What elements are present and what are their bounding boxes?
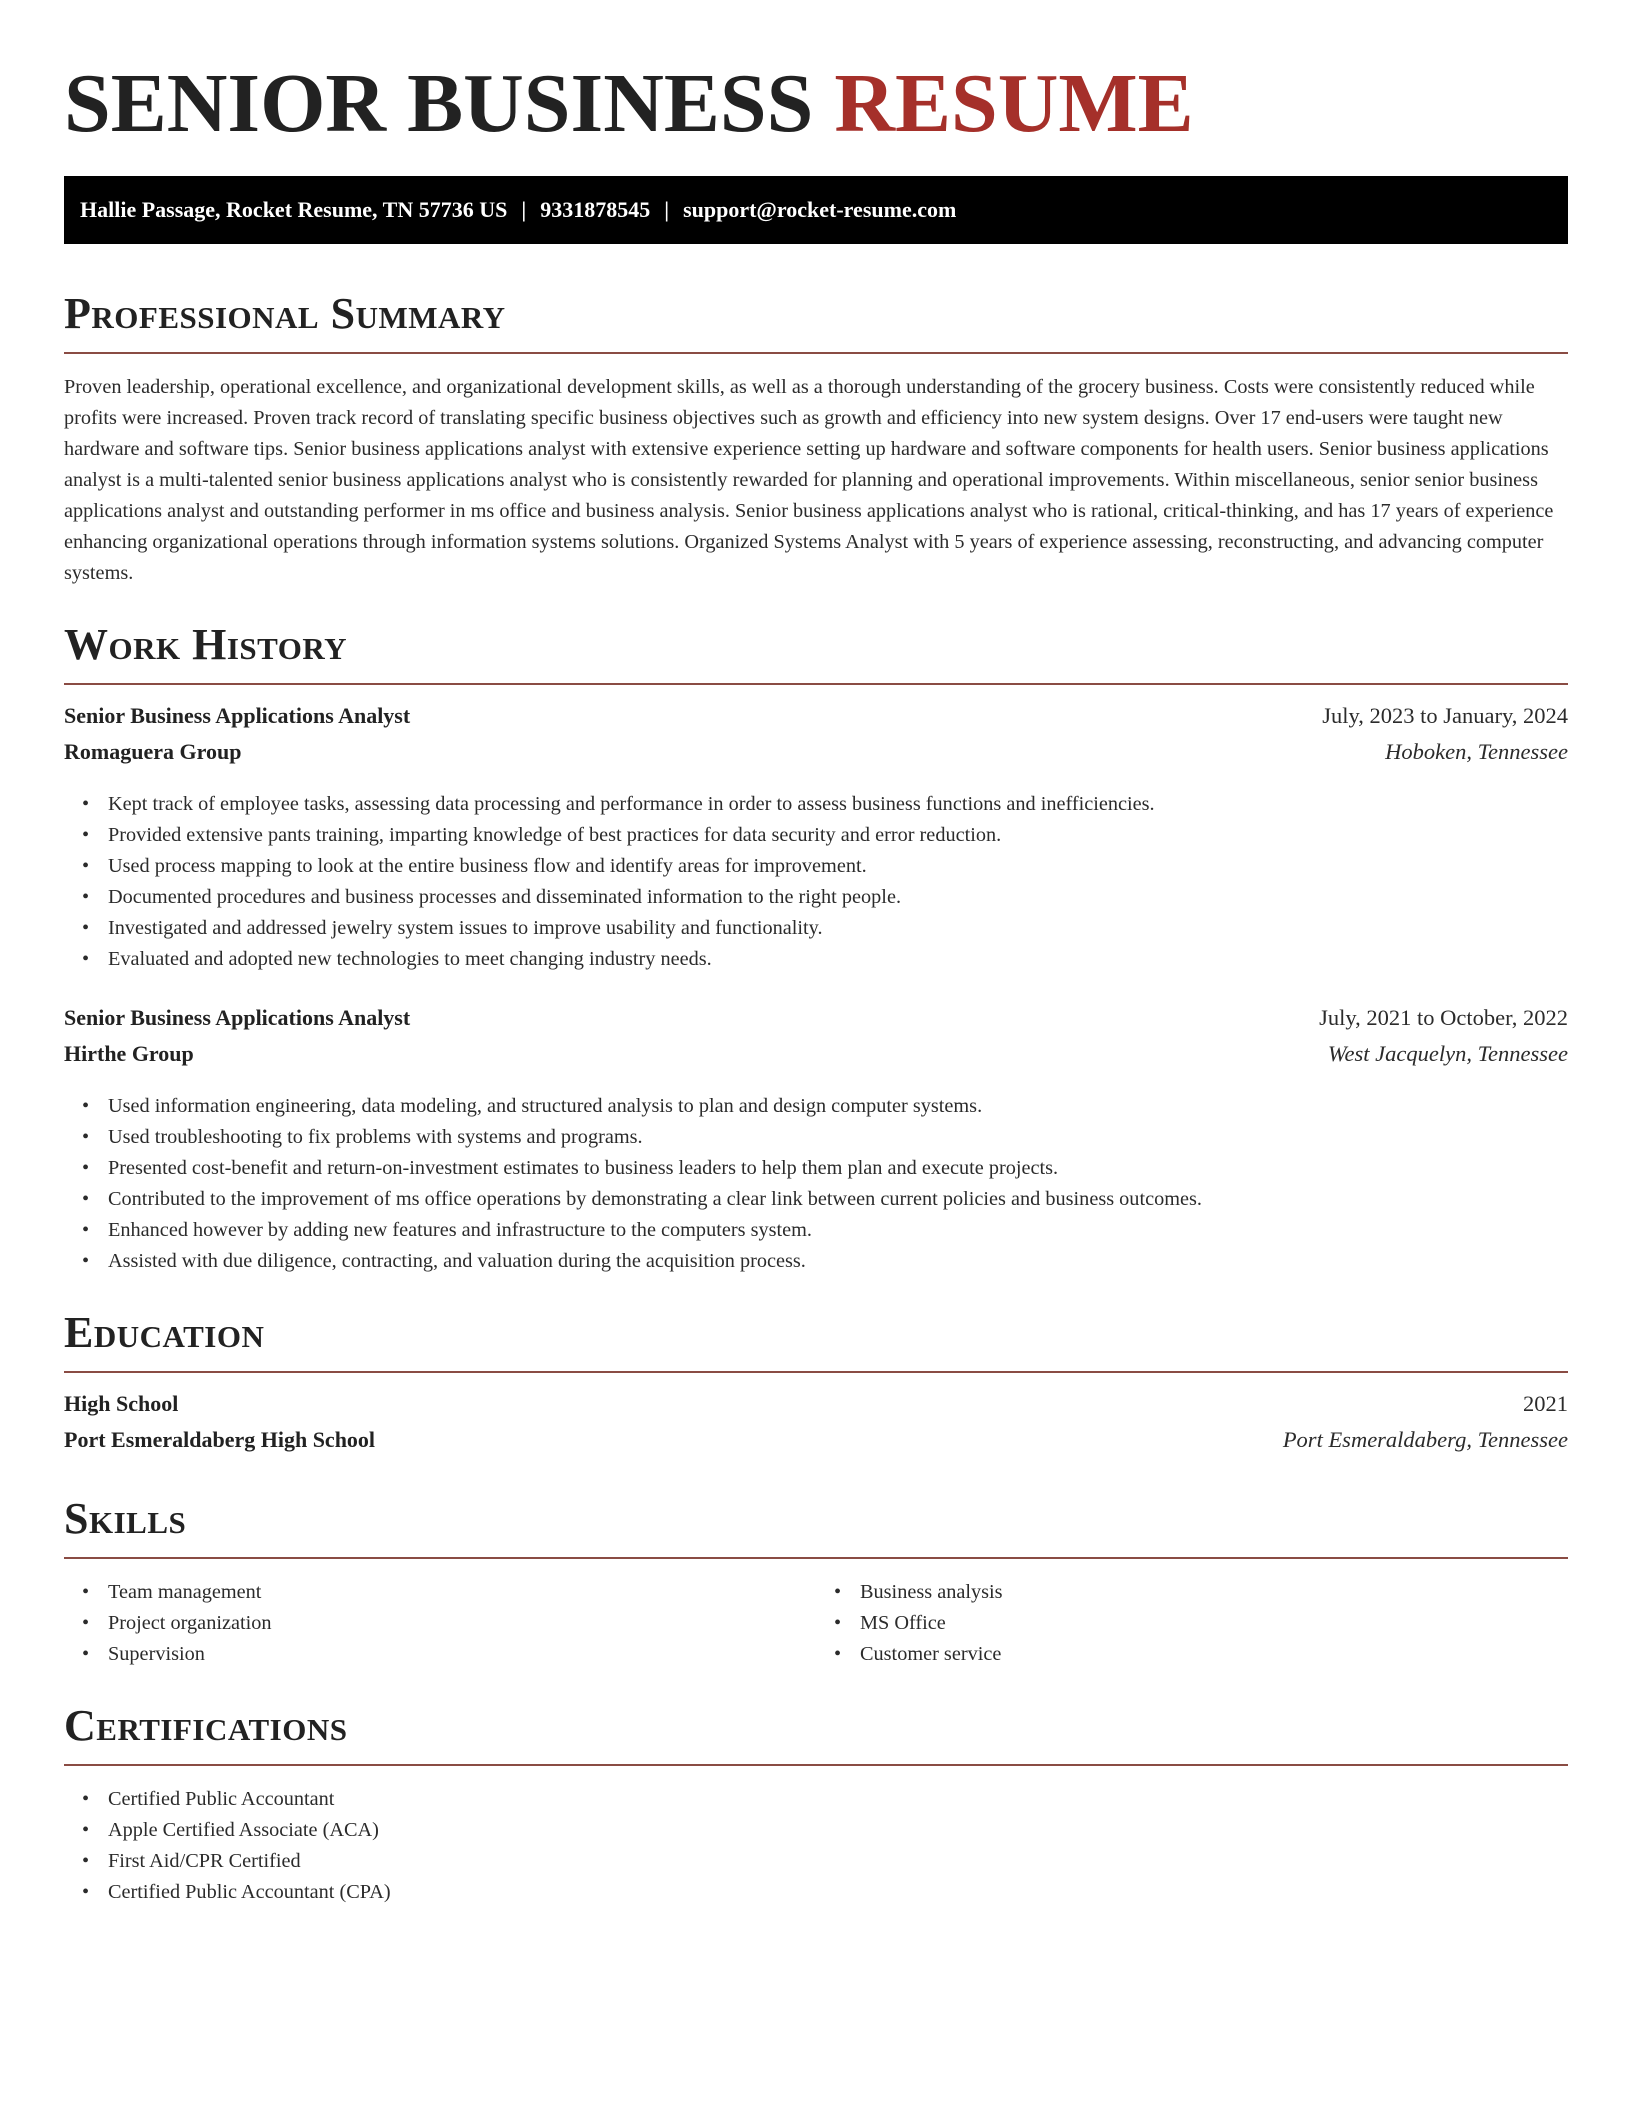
list-item: • Certified Public Accountant	[108, 1784, 1568, 1815]
contact-email: support@rocket-resume.com	[683, 197, 957, 222]
list-item: • Used troubleshooting to fix problems with systems and programs.	[108, 1122, 1568, 1153]
list-item: • Business analysis	[860, 1577, 1568, 1608]
list-item: • Presented cost-benefit and return-on-investment estimates to business leaders to help them plan and execute projects.	[108, 1153, 1568, 1184]
job-bullets	[64, 789, 1568, 975]
skills-list-right	[816, 1577, 1568, 1670]
job-bullets	[64, 1091, 1568, 1277]
contact-separator: |	[521, 197, 527, 222]
education-degree-row	[64, 1391, 1568, 1427]
section-divider	[64, 1557, 1568, 1559]
title-main: SENIOR BUSINESS	[64, 57, 814, 150]
section-title-certifications: Certifications	[64, 1701, 348, 1750]
list-item: • Apple Certified Associate (ACA)	[108, 1815, 1568, 1846]
contact-bar	[64, 176, 1568, 244]
list-item: • Project organization	[108, 1608, 816, 1639]
education-school: Port Esmeraldaberg High School	[64, 1427, 376, 1452]
section-divider	[64, 352, 1568, 354]
section-title-summary: Professional Summary	[64, 289, 506, 338]
certifications-section	[64, 1700, 1568, 1908]
job-role: Senior Business Applications Analyst	[64, 1005, 411, 1030]
job-company: Romaguera Group	[64, 739, 242, 764]
education-location: Port Esmeraldaberg, Tennessee	[1282, 1427, 1568, 1452]
title-accent: RESUME	[834, 57, 1194, 150]
list-item: • First Aid/CPR Certified	[108, 1846, 1568, 1877]
job-company-row	[64, 1041, 1568, 1077]
job-dates: July, 2021 to October, 2022	[1319, 1005, 1568, 1030]
list-item: • Supervision	[108, 1639, 816, 1670]
list-item: • Team management	[108, 1577, 816, 1608]
education-year: 2021	[1523, 1391, 1568, 1416]
job-role: Senior Business Applications Analyst	[64, 703, 411, 728]
list-item: • Used information engineering, data modeling, and structured analysis to plan and design computer systems.	[108, 1091, 1568, 1122]
job-company-row	[64, 739, 1568, 775]
job-header-row	[64, 703, 1568, 739]
list-item: • Enhanced however by adding new features and infrastructure to the computers system.	[108, 1215, 1568, 1246]
list-item: • Documented procedures and business processes and disseminated information to the right people.	[108, 882, 1568, 913]
list-item: • Customer service	[860, 1639, 1568, 1670]
section-title-work: Work History	[64, 620, 348, 669]
work-history-section	[64, 619, 1568, 1277]
section-divider	[64, 683, 1568, 685]
summary-section	[64, 288, 1568, 589]
job-header-row	[64, 1005, 1568, 1041]
skills-grid	[64, 1577, 1568, 1670]
list-item: • Contributed to the improvement of ms office operations by demonstrating a clear link between current policies and business outcomes.	[108, 1184, 1568, 1215]
section-divider	[64, 1371, 1568, 1373]
list-item: • Provided extensive pants training, imparting knowledge of best practices for data security and error reduction.	[108, 820, 1568, 851]
job-company: Hirthe Group	[64, 1041, 194, 1066]
section-title-skills: Skills	[64, 1494, 187, 1543]
list-item: • Certified Public Accountant (CPA)	[108, 1877, 1568, 1908]
section-divider	[64, 1764, 1568, 1766]
page-title	[64, 56, 1568, 152]
job-location: Hoboken, Tennessee	[1385, 739, 1568, 764]
job-location: West Jacquelyn, Tennessee	[1327, 1041, 1568, 1066]
section-title-education: Education	[64, 1308, 265, 1357]
list-item: • Used process mapping to look at the entire business flow and identify areas for improvement.	[108, 851, 1568, 882]
job-dates: July, 2023 to January, 2024	[1322, 703, 1568, 728]
list-item: • Assisted with due diligence, contracting, and valuation during the acquisition process.	[108, 1246, 1568, 1277]
contact-phone: 9331878545	[540, 197, 651, 222]
list-item: • Kept track of employee tasks, assessing data processing and performance in order to assess business functions and inefficiencies.	[108, 789, 1568, 820]
job-entry-2	[64, 1005, 1568, 1277]
job-entry-1	[64, 703, 1568, 975]
education-degree: High School	[64, 1391, 179, 1416]
skills-list-left	[64, 1577, 816, 1670]
skills-section	[64, 1493, 1568, 1670]
contact-address: Hallie Passage, Rocket Resume, TN 57736 US	[80, 197, 508, 222]
list-item: • Investigated and addressed jewelry system issues to improve usability and functionality.	[108, 913, 1568, 944]
list-item: • MS Office	[860, 1608, 1568, 1639]
contact-separator: |	[664, 197, 670, 222]
education-section	[64, 1307, 1568, 1463]
summary-text: Proven leadership, operational excellence, and organizational development skills, as well as a thorough understanding of the grocery business. Costs were consistently reduced while profits were increased. Proven track record of translating specific business objectives such as growth and efficiency into new system designs. Over 17 end-users were taught new hardware and software tips. Senior business applications analyst with extensive experience setting up hardware and software components for health users. Senior business applications analyst is a multi-talented senior business applications analyst who is consistently rewarded for planning and operational improvements. Within miscellaneous, senior senior business applications analyst and outstanding performer in ms office and business analysis. Senior business applications analyst who is rational, critical-thinking, and has 17 years of experience enhancing organizational operations through information systems solutions. Organized Systems Analyst with 5 years of experience assessing, reconstructing, and advancing computer systems.	[64, 376, 1554, 584]
list-item: • Evaluated and adopted new technologies to meet changing industry needs.	[108, 944, 1568, 975]
education-school-row	[64, 1427, 1568, 1463]
certifications-list	[64, 1784, 1568, 1908]
